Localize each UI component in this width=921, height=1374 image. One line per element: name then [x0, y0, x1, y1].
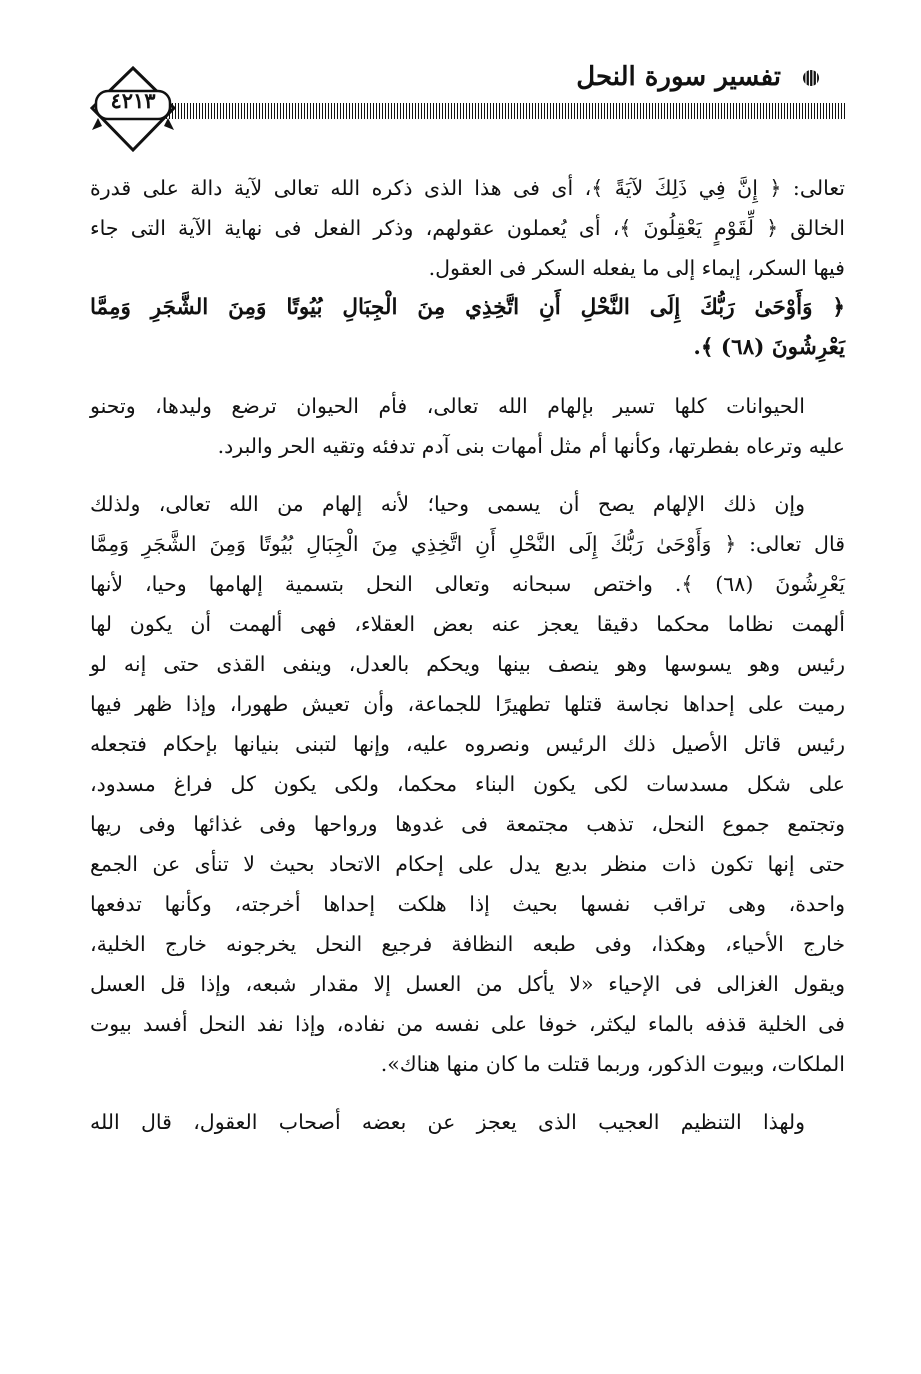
text-line: رئيس وهو يسوسها وهو ينصف بينها ويحكم بالعدل، وينفى القذى حتى إنه لو [90, 652, 845, 676]
text-line: ويقول الغزالى فى الإحياء «لا يأكل من العسل إلا مقدار شبعه، وإذا قل العسل [90, 972, 845, 996]
paragraph [90, 484, 845, 1084]
verse-line: ﴿ وَأَوْحَىٰ رَبُّكَ إِلَى النَّحْلِ أَنِ اتَّخِذِي مِنَ الْجِبَالِ بُيُوتًا وَمِنَ الشَّجَرِ وَمِمَّا [90, 295, 845, 320]
text-line: عليه وترعاه بفطرتها، وكأنها أم مثل أمهات بنى آدم تدفئه وتقيه الحر والبرد. [217, 434, 845, 458]
text-line: الخالق ﴿ لِّقَوْمٍ يَعْقِلُونَ ﴾، أى يُعملون عقولهم، وذكر الفعل فى نهاية الآية التى جاء [90, 216, 845, 240]
text-line: على شكل مسدسات لكى يكون البناء محكما، ولكى يكون كل فراغ مسدود، [90, 772, 845, 796]
text-line: وإن ذلك الإلهام يصح أن يسمى وحيا؛ لأنه إلهام من الله تعالى، ولذلك [90, 492, 805, 516]
text-line: فى الخلية قذفه بالماء ليكثر، خوفا على نفسه من نفاده، وإذا نفد النحل أفسد بيوت [90, 1012, 845, 1036]
ornament-bullet-icon [801, 68, 821, 88]
paragraph [90, 168, 845, 288]
paragraph [90, 1102, 845, 1142]
text-line: تعالى: ﴿ إِنَّ فِي ذَلِكَ لآيَةً ﴾، أى فى هذا الذى ذكره الله تعالى لآية دالة على قدرة [90, 176, 845, 200]
verse-line: يَعْرِشُونَ (٦٨) ﴾. [693, 335, 845, 360]
running-header-title: تفسير سورة النحل [576, 62, 781, 92]
body-text [90, 168, 845, 1142]
text-line: واحدة، وهى تراقب نفسها بحيث إذا هلكت إحداها أخرجته، وكأنها تدفعها [90, 892, 845, 916]
text-line: وتجتمع جموع النحل، تذهب مجتمعة فى غدوها ورواحها وفى غذائها وفى ريها [90, 812, 845, 836]
quran-verse [90, 288, 845, 368]
paragraph [90, 386, 845, 466]
text-line: ولهذا التنظيم العجيب الذى يعجز عن بعضه أصحاب العقول، قال الله [90, 1110, 805, 1134]
header-rule [160, 103, 845, 119]
text-line: فيها السكر، إيماء إلى ما يفعله السكر فى العقول. [428, 256, 845, 280]
text-line: قال تعالى: ﴿ وَأَوْحَىٰ رَبُّكَ إِلَى النَّحْلِ أَنِ اتَّخِذِي مِنَ الْجِبَالِ بُيُوتًا وَمِنَ الشَّجَرِ وَمِمَّا [90, 532, 845, 556]
text-line: الملكات، وبيوت الذكور، وربما قتلت ما كان منها هناك». [380, 1052, 845, 1076]
text-line: خارج الأحياء، وهكذا، وفى طبعه النظافة فرجيع النحل يخرجونه خارج الخلية، [90, 932, 845, 956]
text-line: حتى إنها تكون ذات منظر بديع يدل على إحكام الاتحاد بحيث لا تنأى عن الجمع [90, 852, 845, 876]
text-line: ألهمت نظاما محكما دقيقا يعجز عنه بعض العقلاء، فهى ألهمت أن يكون لها [90, 612, 845, 636]
text-line: يَعْرِشُونَ (٦٨) ﴾. واختص سبحانه وتعالى النحل بتسمية إلهامها وحيا، لأنها [90, 572, 845, 596]
text-line: الحيوانات كلها تسير بإلهام الله تعالى، فأم الحيوان ترضع وليدها، وتحنو [90, 394, 805, 418]
text-line: رئيس قاتل الأصيل ذلك الرئيس ونصروه عليه، وإنها لتبنى بنيانها بإحكام فتجعله [90, 732, 845, 756]
page-number: ٤٢١٣ [110, 88, 156, 113]
text-line: رميت على إحداها نجاسة قتلها تطهيرًا للجماعة، وأن تعيش طهورا، وإذا ظهر فيها [90, 692, 845, 716]
